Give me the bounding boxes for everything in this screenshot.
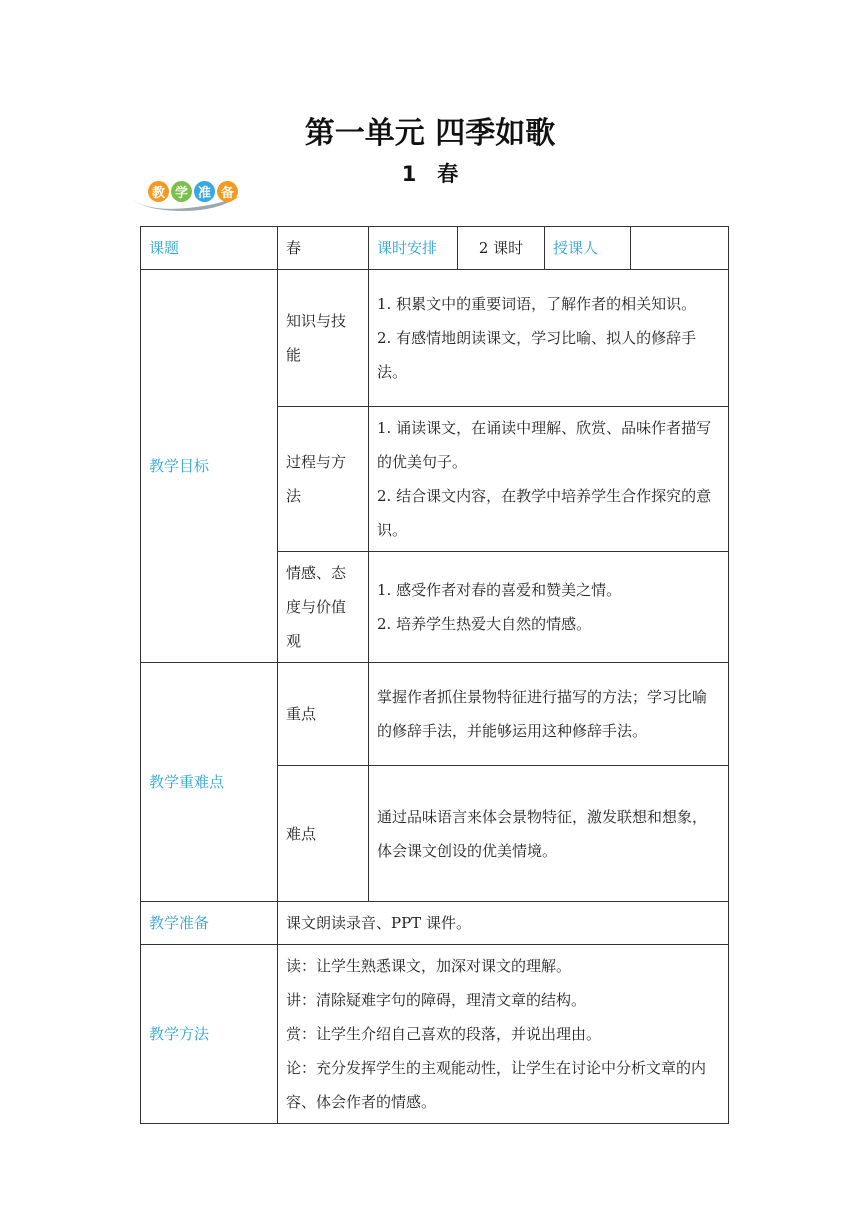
knowledge-content [369, 270, 729, 407]
list-item: 1. 积累文中的重要词语，了解作者的相关知识。 [377, 295, 697, 313]
process-content [369, 407, 729, 552]
list-item: 讲：清除疑难字句的障碍，理清文章的结构。 [286, 991, 587, 1009]
list-item: 1. 诵读课文，在诵读中理解、欣赏、品味作者描写的优美句子。 [377, 419, 712, 471]
topic-value: 春 [278, 227, 369, 270]
lesson-plan-table [140, 226, 729, 1124]
table-row [141, 945, 729, 1124]
badge-char: 准 [194, 181, 215, 202]
table-row [141, 227, 729, 270]
list-item: 2. 结合课文内容，在教学中培养学生合作探究的意识。 [377, 487, 712, 539]
list-item: 论：充分发挥学生的主观能动性，让学生在讨论中分析文章的内容、体会作者的情感。 [286, 1059, 707, 1111]
emotion-content [369, 552, 729, 663]
table-row [141, 902, 729, 945]
key-points-label: 教学重难点 [141, 663, 278, 902]
list-item: 读：让学生熟悉课文，加深对课文的理解。 [286, 957, 572, 975]
teacher-label: 授课人 [545, 227, 631, 270]
list-item: 1. 感受作者对春的喜爱和赞美之情。 [377, 581, 622, 599]
process-label: 过程与方法 [278, 407, 369, 552]
hours-label: 课时安排 [369, 227, 458, 270]
key-content: 掌握作者抓住景物特征进行描写的方法；学习比喻的修辞手法，并能够运用这种修辞手法。 [369, 663, 729, 766]
unit-title: 第一单元 四季如歌 [304, 116, 556, 151]
difficult-label: 难点 [278, 766, 369, 902]
methods-content [278, 945, 729, 1124]
methods-label: 教学方法 [141, 945, 278, 1124]
lesson-title: 1 春 [401, 162, 459, 186]
teacher-value [631, 227, 729, 270]
table-row [141, 663, 729, 766]
topic-label: 课题 [141, 227, 278, 270]
badge-char: 教 [148, 181, 169, 202]
badge-char: 学 [171, 181, 192, 202]
table-row [141, 270, 729, 407]
preparation-label: 教学准备 [141, 902, 278, 945]
key-label: 重点 [278, 663, 369, 766]
list-item: 2. 培养学生热爱大自然的情感。 [377, 615, 592, 633]
preparation-content: 课文朗读录音、PPT 课件。 [278, 902, 729, 945]
teaching-prep-badge [128, 178, 246, 212]
knowledge-label: 知识与技能 [278, 270, 369, 407]
list-item: 2. 有感情地朗读课文，学习比喻、拟人的修辞手法。 [377, 329, 697, 381]
objectives-label: 教学目标 [141, 270, 278, 663]
hours-value: 2 课时 [458, 227, 545, 270]
badge-char: 备 [217, 181, 238, 202]
difficult-content: 通过品味语言来体会景物特征，激发联想和想象，体会课文创设的优美情境。 [369, 766, 729, 902]
emotion-label: 情感、态度与价值观 [278, 552, 369, 663]
list-item: 赏：让学生介绍自己喜欢的段落，并说出理由。 [286, 1025, 602, 1043]
